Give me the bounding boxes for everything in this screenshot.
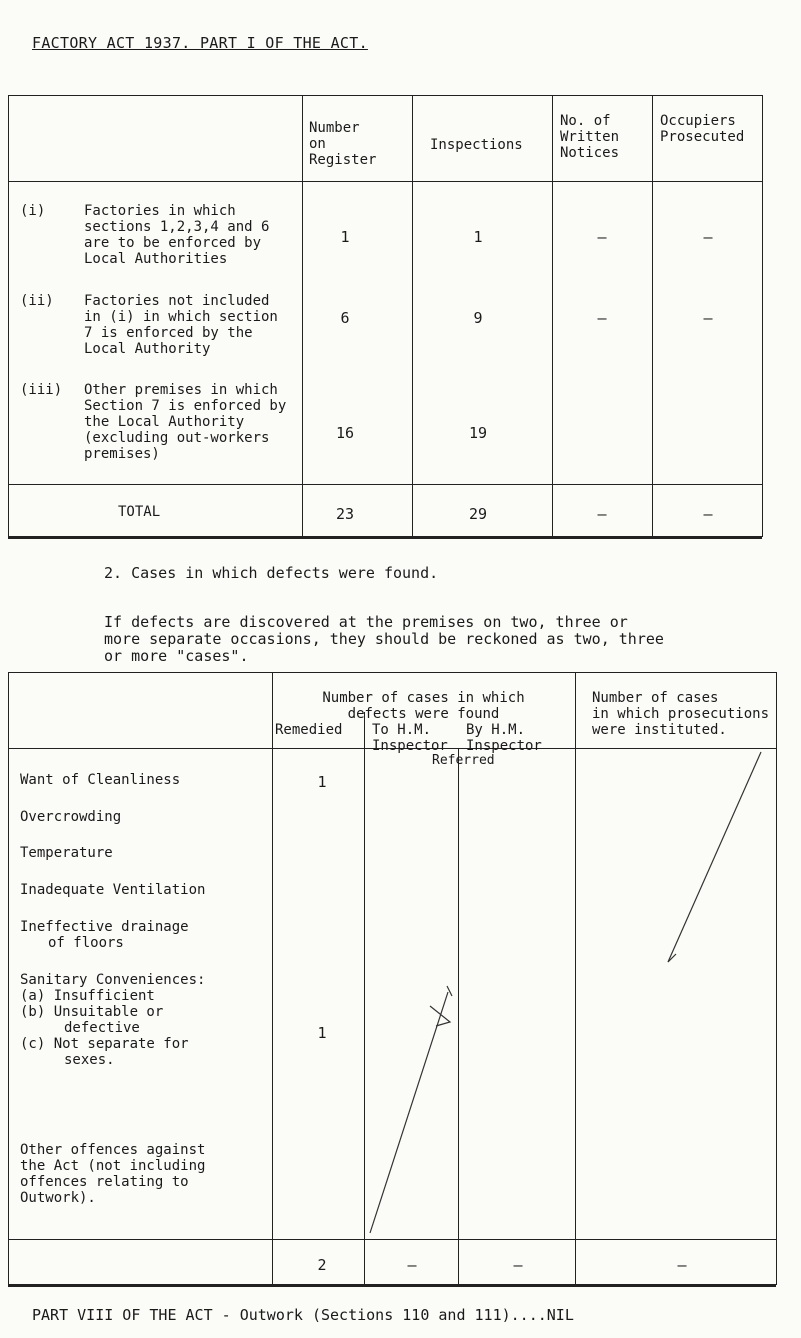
cell-prosecuted: – — [703, 228, 713, 246]
cell-inspections: 9 — [473, 309, 483, 327]
total-prosecuted: – — [703, 505, 713, 523]
row-description: Factories not included in (i) in which section 7 is enforced by the Local Authority — [84, 293, 278, 357]
header-remedied: Remedied — [275, 722, 343, 738]
total-inspections: 29 — [468, 505, 488, 523]
header-referred: Referred — [432, 753, 495, 768]
list-item: Other offences against the Act (not including offences relating to Outwork). — [20, 1142, 206, 1206]
cell-remedied: 1 — [317, 773, 327, 791]
list-item: Temperature — [20, 845, 113, 861]
row-number: (ii) — [20, 293, 54, 309]
list-item: Overcrowding — [20, 809, 122, 825]
cell-notices: – — [597, 228, 607, 246]
total-by-hm: – — [513, 1256, 523, 1274]
list-item: Ineffective drainage of floors — [20, 919, 189, 951]
total-prosecutions: – — [677, 1256, 687, 1274]
cell-register: 6 — [340, 309, 350, 327]
row-number: (i) — [20, 203, 46, 219]
row-description: Factories in which sections 1,2,3,4 and 6 are to be enforced by Local Authorities — [84, 203, 270, 267]
section-paragraph: If defects are discovered at the premises on two, three or more separate occasions, they should be reckoned as two, three or more "cases". — [104, 613, 664, 665]
total-label: TOTAL — [118, 504, 161, 520]
total-to-hm: – — [407, 1256, 417, 1274]
list-item: Sanitary Conveniences: (a) Insufficient (b) Unsuitable or defective (c) Not separate for sexes. — [20, 972, 206, 1068]
list-item: Want of Cleanliness — [20, 772, 181, 788]
header-cases-found: Number of cases in which defects were found — [322, 690, 525, 722]
cell-register: 1 — [340, 228, 350, 246]
strike-line — [668, 752, 761, 962]
total-notices: – — [597, 505, 607, 523]
page-footer: PART VIII OF THE ACT - Outwork (Sections 110 and 111)....NIL — [32, 1306, 574, 1324]
cell-remedied: 1 — [317, 1024, 327, 1042]
header-inspections: Inspections — [430, 137, 523, 153]
header-to-hm-inspector: To H.M. Inspector — [372, 722, 448, 754]
header-by-hm-inspector: By H.M. Inspector — [466, 722, 542, 754]
total-register: 23 — [335, 505, 355, 523]
cell-notices: – — [597, 309, 607, 327]
cell-inspections: 1 — [473, 228, 483, 246]
row-description: Other premises in which Section 7 is enforced by the Local Authority (excluding out-workers premises) — [84, 382, 287, 462]
page-title: FACTORY ACT 1937. PART I OF THE ACT. — [32, 34, 368, 52]
header-written-notices: No. of Written Notices — [560, 113, 620, 161]
header-occupiers-prosecuted: Occupiers Prosecuted — [660, 113, 745, 145]
section-heading: 2. Cases in which defects were found. — [104, 564, 439, 582]
header-prosecutions: Number of cases in which prosecutions were instituted. — [592, 690, 770, 738]
strike-line — [370, 992, 448, 1233]
cell-inspections: 19 — [468, 424, 488, 442]
cell-register: 16 — [335, 424, 355, 442]
list-item: Inadequate Ventilation — [20, 882, 206, 898]
row-number: (iii) — [20, 382, 63, 398]
cell-prosecuted: – — [703, 309, 713, 327]
header-number-on-register: Number on Register — [309, 120, 377, 168]
total-remedied: 2 — [317, 1256, 327, 1274]
